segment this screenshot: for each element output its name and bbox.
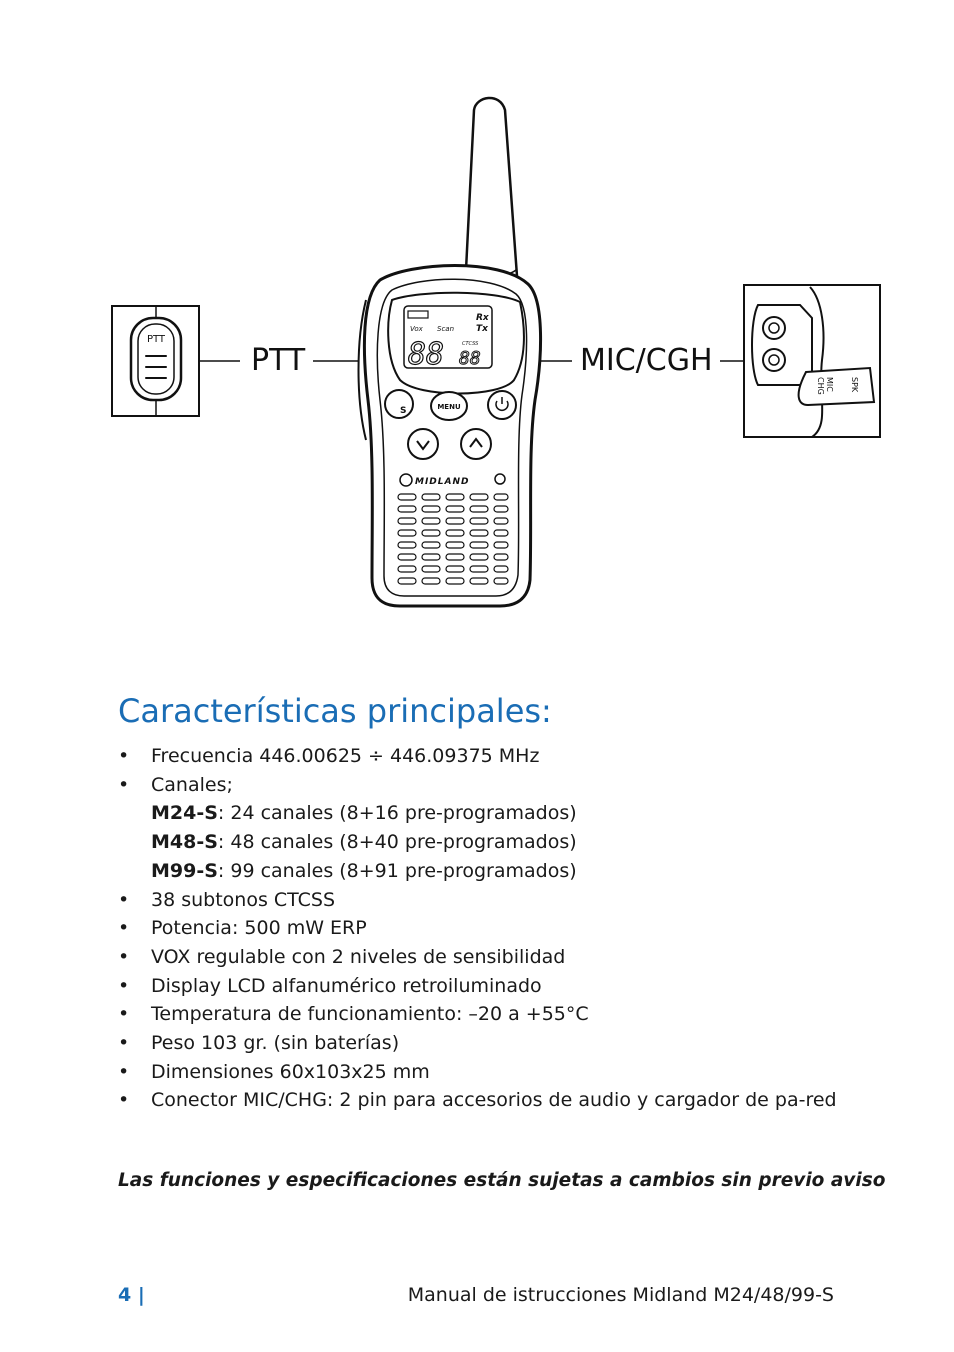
model-desc: : 24 canales (8+16 pre-programados) bbox=[217, 802, 577, 825]
features-list bbox=[118, 742, 838, 1115]
bullet: • bbox=[118, 745, 130, 767]
lcd-tx: Tx bbox=[476, 324, 488, 334]
lcd-digits-main: 88 bbox=[408, 337, 445, 372]
feature-dimensions bbox=[118, 1058, 838, 1087]
feature-text: Conector MIC/CHG: 2 pin para accesorios de audio y cargador de pa-red bbox=[151, 1089, 837, 1112]
feature-ctcss bbox=[118, 886, 838, 915]
section-title: Características principales: bbox=[118, 692, 552, 730]
page-number: 4 | bbox=[118, 1284, 145, 1306]
bullet: • bbox=[118, 1060, 130, 1083]
feature-text: VOX regulable con 2 niveles de sensibilidad bbox=[151, 945, 566, 968]
mic-chg-callout: MIC/CGH bbox=[580, 343, 713, 378]
mic-chg-inset bbox=[744, 285, 880, 437]
feature-channels bbox=[118, 771, 838, 886]
bullet: • bbox=[118, 773, 130, 796]
model-line-m24 bbox=[151, 799, 838, 828]
model-name: M24-S bbox=[151, 802, 218, 825]
feature-text: Display LCD alfanumérico retroiluminado bbox=[151, 974, 542, 997]
feature-text: Frecuencia 446.00625 ÷ 446.09375 MHz bbox=[151, 745, 540, 767]
page-footer bbox=[118, 1284, 834, 1312]
feature-connector bbox=[118, 1086, 838, 1115]
ptt-inset bbox=[112, 306, 199, 416]
lcd-scan: Scan bbox=[437, 325, 455, 333]
bullet: • bbox=[118, 888, 130, 911]
model-desc: : 99 canales (8+91 pre-programados) bbox=[217, 859, 577, 882]
bullet: • bbox=[118, 945, 130, 968]
ptt-callout: PTT bbox=[251, 343, 306, 378]
feature-text: Canales; bbox=[151, 773, 233, 796]
feature-power bbox=[118, 914, 838, 943]
lock-button bbox=[385, 390, 413, 418]
menu-button-label: MENU bbox=[437, 403, 461, 411]
lcd-vox: Vox bbox=[410, 325, 423, 333]
feature-text: 38 subtonos CTCSS bbox=[151, 888, 336, 911]
model-line-m99 bbox=[151, 857, 838, 886]
specs-notice: Las funciones y especificaciones están sujetas a cambios sin previo aviso bbox=[118, 1170, 886, 1191]
radio-figure bbox=[0, 0, 954, 660]
ptt-inset-label: PTT bbox=[146, 334, 166, 345]
radio-body bbox=[359, 98, 541, 606]
feature-text: Peso 103 gr. (sin baterías) bbox=[151, 1032, 400, 1055]
lock-button-letter: S bbox=[400, 406, 407, 416]
chg-label: CHG bbox=[816, 377, 825, 395]
model-line-m48 bbox=[151, 828, 838, 857]
feature-temperature bbox=[118, 1000, 838, 1029]
bullet: • bbox=[118, 1089, 130, 1112]
feature-display bbox=[118, 972, 838, 1001]
feature-vox bbox=[118, 943, 838, 972]
model-name: M48-S bbox=[151, 831, 218, 854]
spk-label: SPK bbox=[850, 377, 859, 393]
power-button bbox=[488, 391, 516, 419]
feature-text: Dimensiones 60x103x25 mm bbox=[151, 1060, 430, 1083]
radio-illustration bbox=[0, 0, 954, 660]
mic-label: MIC bbox=[825, 377, 834, 392]
lcd-rx: Rx bbox=[476, 313, 489, 323]
feature-frequency bbox=[118, 742, 838, 771]
feature-text: Temperatura de funcionamiento: –20 a +55°C bbox=[151, 1003, 589, 1026]
bullet: • bbox=[118, 1003, 130, 1026]
lcd-digits-sub: 88 bbox=[459, 348, 481, 369]
manual-title: Manual de istrucciones Midland M24/48/99-S bbox=[407, 1284, 834, 1306]
bullet: • bbox=[118, 1032, 130, 1055]
model-name: M99-S bbox=[151, 859, 218, 882]
feature-weight bbox=[118, 1029, 838, 1058]
down-button bbox=[408, 429, 438, 459]
up-button bbox=[461, 429, 491, 459]
model-desc: : 48 canales (8+40 pre-programados) bbox=[217, 831, 577, 854]
feature-text: Potencia: 500 mW ERP bbox=[151, 917, 367, 940]
lcd-ctcss: CTCSS bbox=[462, 341, 479, 347]
brand-logo: MIDLAND bbox=[415, 477, 470, 487]
bullet: • bbox=[118, 917, 130, 940]
bullet: • bbox=[118, 974, 130, 997]
